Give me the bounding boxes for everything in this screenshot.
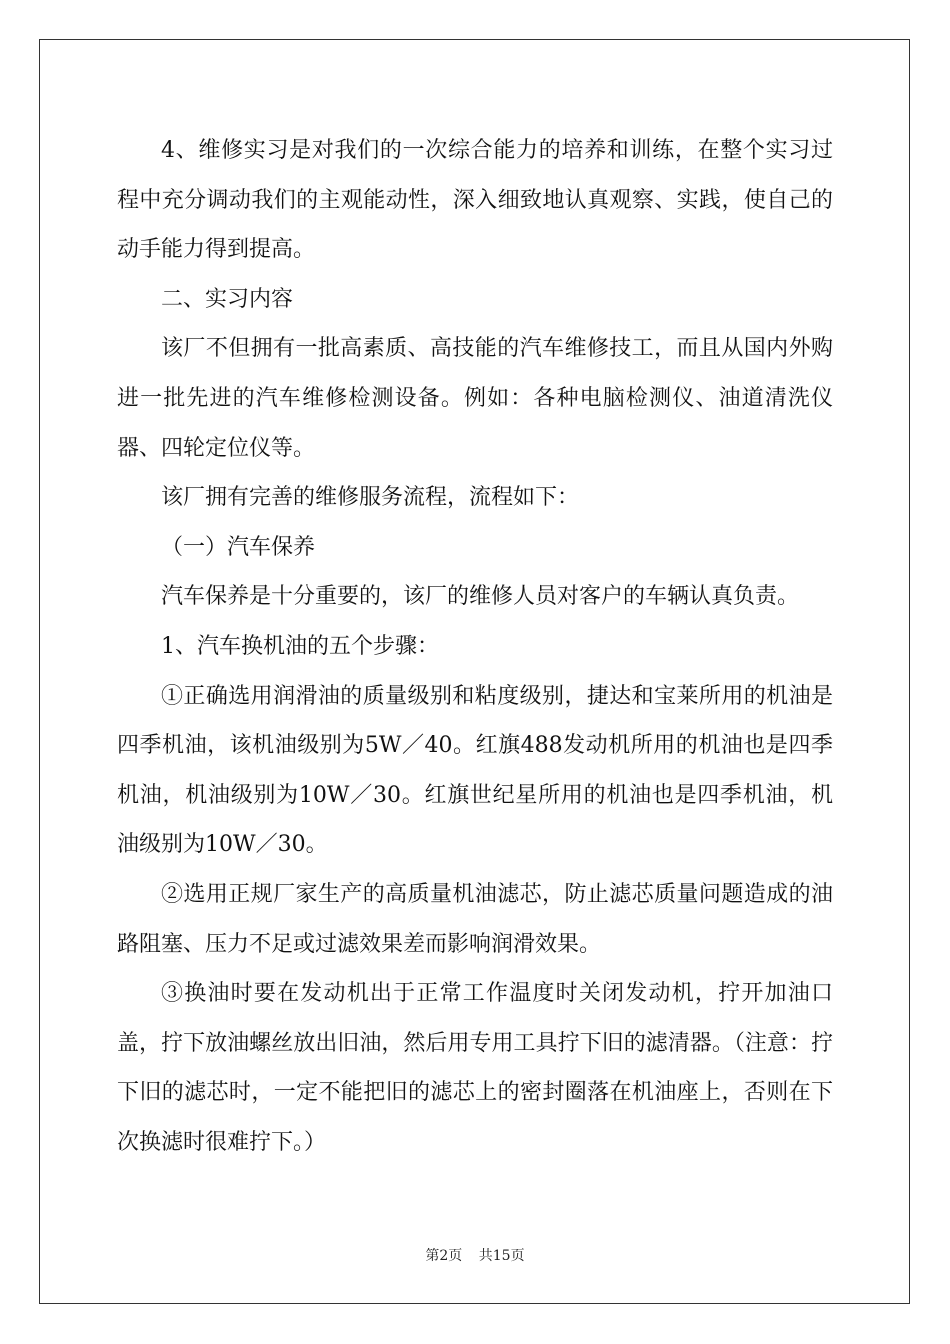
document-body — [117, 126, 833, 1167]
paragraph-4: 该厂拥有完善的维修服务流程，流程如下： — [161, 485, 580, 511]
paragraph-7: 1、汽车换机油的五个步骤： — [161, 633, 439, 659]
page-number: 第2页 — [425, 1248, 463, 1264]
paragraph-9: ②选用正规厂家生产的高质量机油滤芯，防止滤芯质量问题造成的油路阻塞、压力不足或过滤效果差而影响润滑效果。 — [117, 881, 833, 957]
page-footer — [0, 1245, 950, 1265]
total-pages: 共15页 — [478, 1248, 525, 1264]
paragraph-8: ①正确选用润滑油的质量级别和粘度级别，捷达和宝莱所用的机油是四季机油，该机油级别为5W／40。红旗488发动机所用的机油也是四季机油，机油级别为10W／30。红旗世纪星所用的机油也是四季机油，机油级别为10W／30。 — [117, 683, 833, 858]
subsection-heading: （一）汽车保养 — [161, 534, 316, 560]
paragraph-6: 汽车保养是十分重要的，该厂的维修人员对客户的车辆认真负责。 — [161, 584, 800, 610]
paragraph-10: ③换油时要在发动机出于正常工作温度时关闭发动机，拧开加油口盖，拧下放油螺丝放出旧油，然后用专用工具拧下旧的滤清器。（注意：拧下旧的滤芯时，一定不能把旧的滤芯上的密封圈落在机油座上，否则在下次换滤时很难拧下。） — [117, 981, 833, 1155]
paragraph-3: 该厂不但拥有一批高素质、高技能的汽车维修技工，而且从国内外购进一批先进的汽车维修检测设备。例如：各种电脑检测仪、油道清洗仪器、四轮定位仪等。 — [117, 336, 833, 461]
paragraph-1: 4、维修实习是对我们的一次综合能力的培养和训练，在整个实习过程中充分调动我们的主观能动性，深入细致地认真观察、实践，使自己的动手能力得到提高。 — [117, 138, 833, 263]
section-heading: 二、实习内容 — [161, 286, 294, 312]
